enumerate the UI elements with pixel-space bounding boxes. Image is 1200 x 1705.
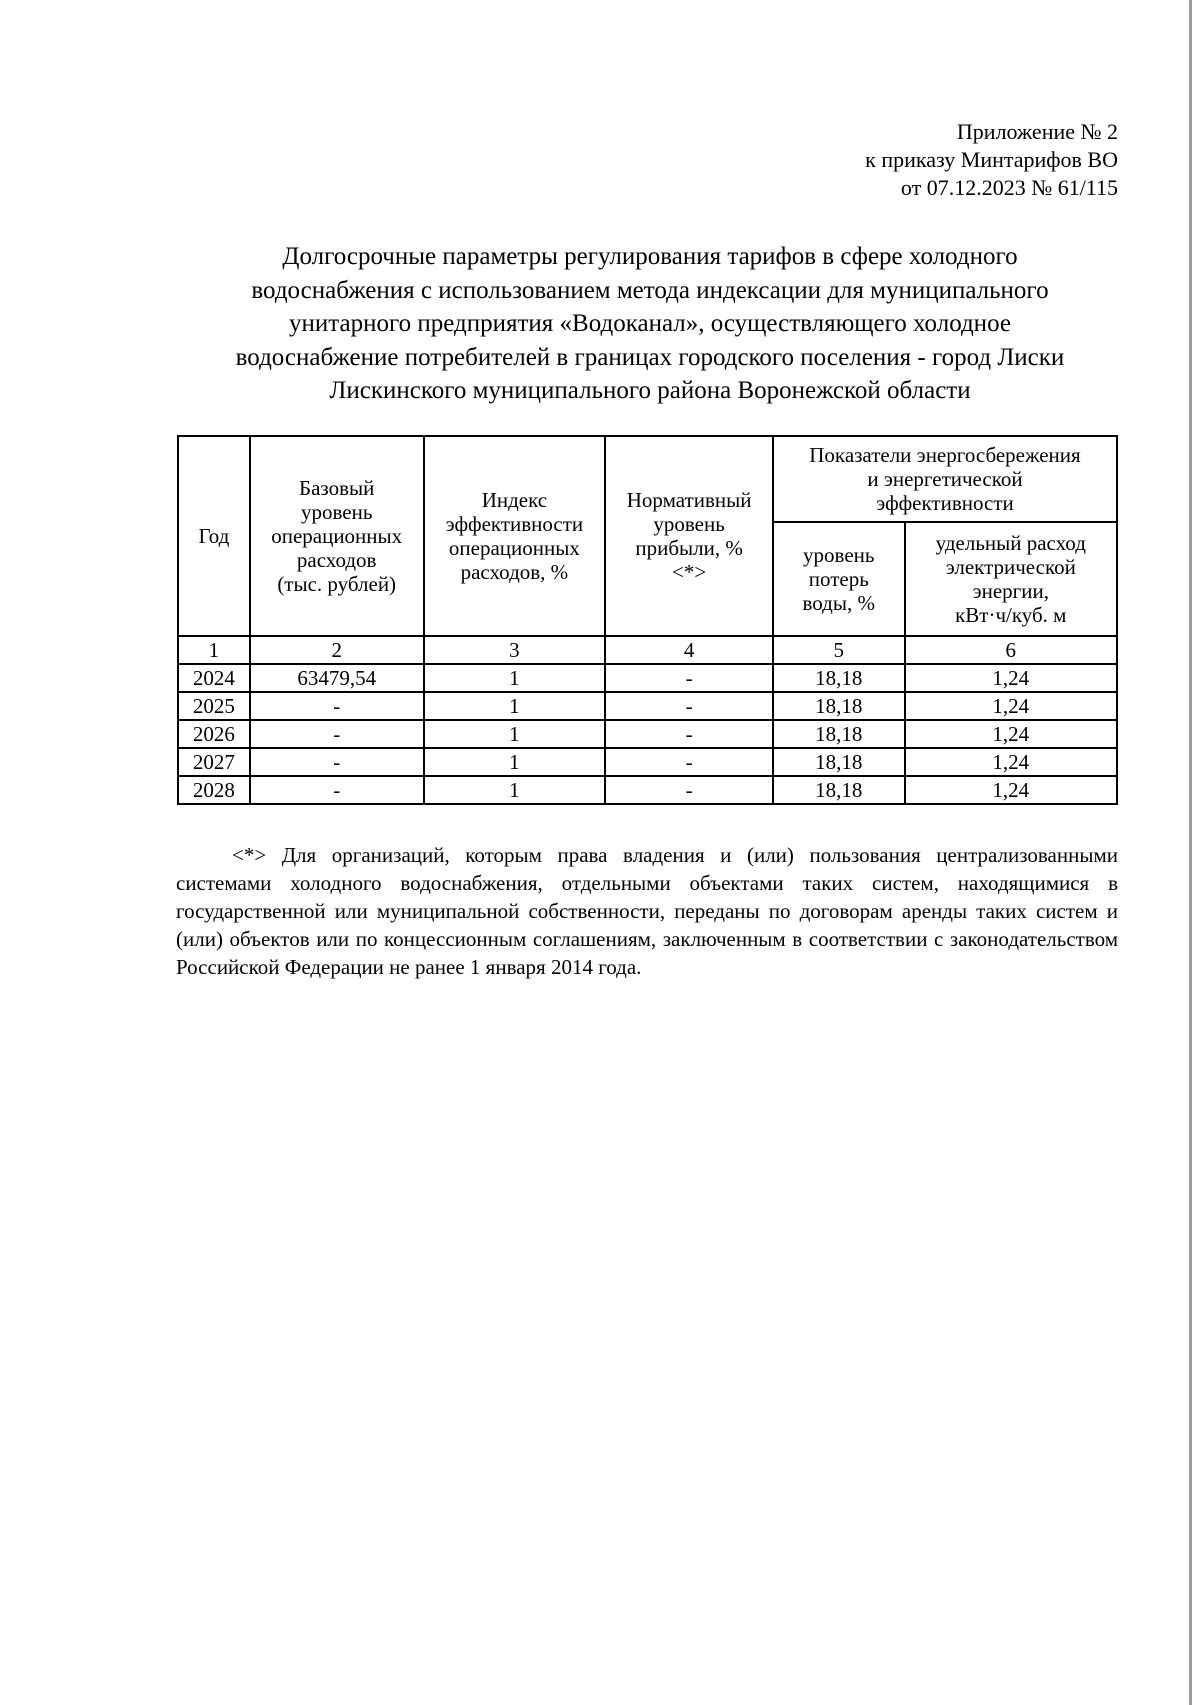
table-row (178, 664, 1117, 692)
cell-water-loss: 18,18 (773, 776, 905, 804)
cell-efficiency-index: 1 (424, 664, 606, 692)
column-number: 2 (250, 636, 424, 664)
cell-efficiency-index: 1 (424, 720, 606, 748)
cell-year: 2027 (178, 748, 250, 776)
cell-year: 2026 (178, 720, 250, 748)
cell-water-loss: 18,18 (773, 748, 905, 776)
column-number: 5 (773, 636, 905, 664)
cell-water-loss: 18,18 (773, 664, 905, 692)
title-line-3: унитарного предприятия «Водоканал», осуществляющего холодное (289, 310, 1011, 337)
header-profit-level: Нормативный уровень прибыли, % <*> (605, 436, 773, 636)
cell-electricity: 1,24 (905, 720, 1117, 748)
cell-base-level: - (250, 748, 424, 776)
table-row (178, 720, 1117, 748)
cell-electricity: 1,24 (905, 692, 1117, 720)
appendix-line-1: Приложение № 2 (956, 119, 1118, 144)
cell-base-level: - (250, 776, 424, 804)
cell-efficiency-index: 1 (424, 776, 606, 804)
cell-base-level: 63479,54 (250, 664, 424, 692)
cell-electricity: 1,24 (905, 776, 1117, 804)
cell-year: 2028 (178, 776, 250, 804)
cell-profit-level: - (605, 720, 773, 748)
column-number-row (178, 636, 1117, 664)
table-row (178, 776, 1117, 804)
parameters-table (177, 435, 1118, 805)
column-number: 6 (905, 636, 1117, 664)
cell-profit-level: - (605, 748, 773, 776)
column-number: 4 (605, 636, 773, 664)
cell-profit-level: - (605, 692, 773, 720)
title-line-2: водоснабжения с использованием метода индексации для муниципального (251, 276, 1049, 304)
table-header-row-1 (178, 436, 1117, 522)
title-line-5: Лискинского муниципального района Воронежской области (329, 377, 971, 404)
title-line-4: водоснабжение потребителей в границах городского поселения - город Лиски (235, 343, 1065, 371)
title-line-1: Долгосрочные параметры регулирования тарифов в сфере холодного (282, 243, 1018, 270)
cell-electricity: 1,24 (905, 664, 1117, 692)
header-water-loss: уровень потерь воды, % (773, 522, 905, 636)
cell-water-loss: 18,18 (773, 720, 905, 748)
scan-edge-line (1189, 0, 1192, 1705)
header-electricity: удельный расход электрической энергии, кВт·ч/куб. м (905, 522, 1117, 636)
document-title (176, 240, 1124, 408)
table-row (178, 748, 1117, 776)
appendix-line-3: от 07.12.2023 № 61/115 (900, 175, 1118, 200)
cell-profit-level: - (605, 776, 773, 804)
cell-year: 2024 (178, 664, 250, 692)
appendix-reference (865, 118, 1118, 202)
cell-profit-level: - (605, 664, 773, 692)
header-year: Год (178, 436, 250, 636)
appendix-line-2: к приказу Минтарифов ВО (865, 147, 1118, 172)
table-row (178, 692, 1117, 720)
column-number: 1 (178, 636, 250, 664)
cell-water-loss: 18,18 (773, 692, 905, 720)
header-efficiency-index: Индекс эффективности операционных расходов, % (424, 436, 606, 636)
cell-year: 2025 (178, 692, 250, 720)
cell-electricity: 1,24 (905, 748, 1117, 776)
footnote: <*> Для организаций, которым права владения и (или) пользования централизованными системами холодного водоснабжения, отдельными объектами таких систем, находящимися в государственной или муниципальной собственности, переданы по договорам аренды таких систем и (или) объектов или по концессионным соглашениям, заключенным в соответствии с законодательством Российской Федерации не ранее 1 января 2014 года. (176, 843, 1118, 979)
cell-efficiency-index: 1 (424, 748, 606, 776)
header-energy-group: Показатели энергосбережения и энергетической эффективности (773, 436, 1117, 522)
cell-base-level: - (250, 692, 424, 720)
column-number: 3 (424, 636, 606, 664)
cell-efficiency-index: 1 (424, 692, 606, 720)
header-base-level: Базовый уровень операционных расходов (тыс. рублей) (250, 436, 424, 636)
cell-base-level: - (250, 720, 424, 748)
